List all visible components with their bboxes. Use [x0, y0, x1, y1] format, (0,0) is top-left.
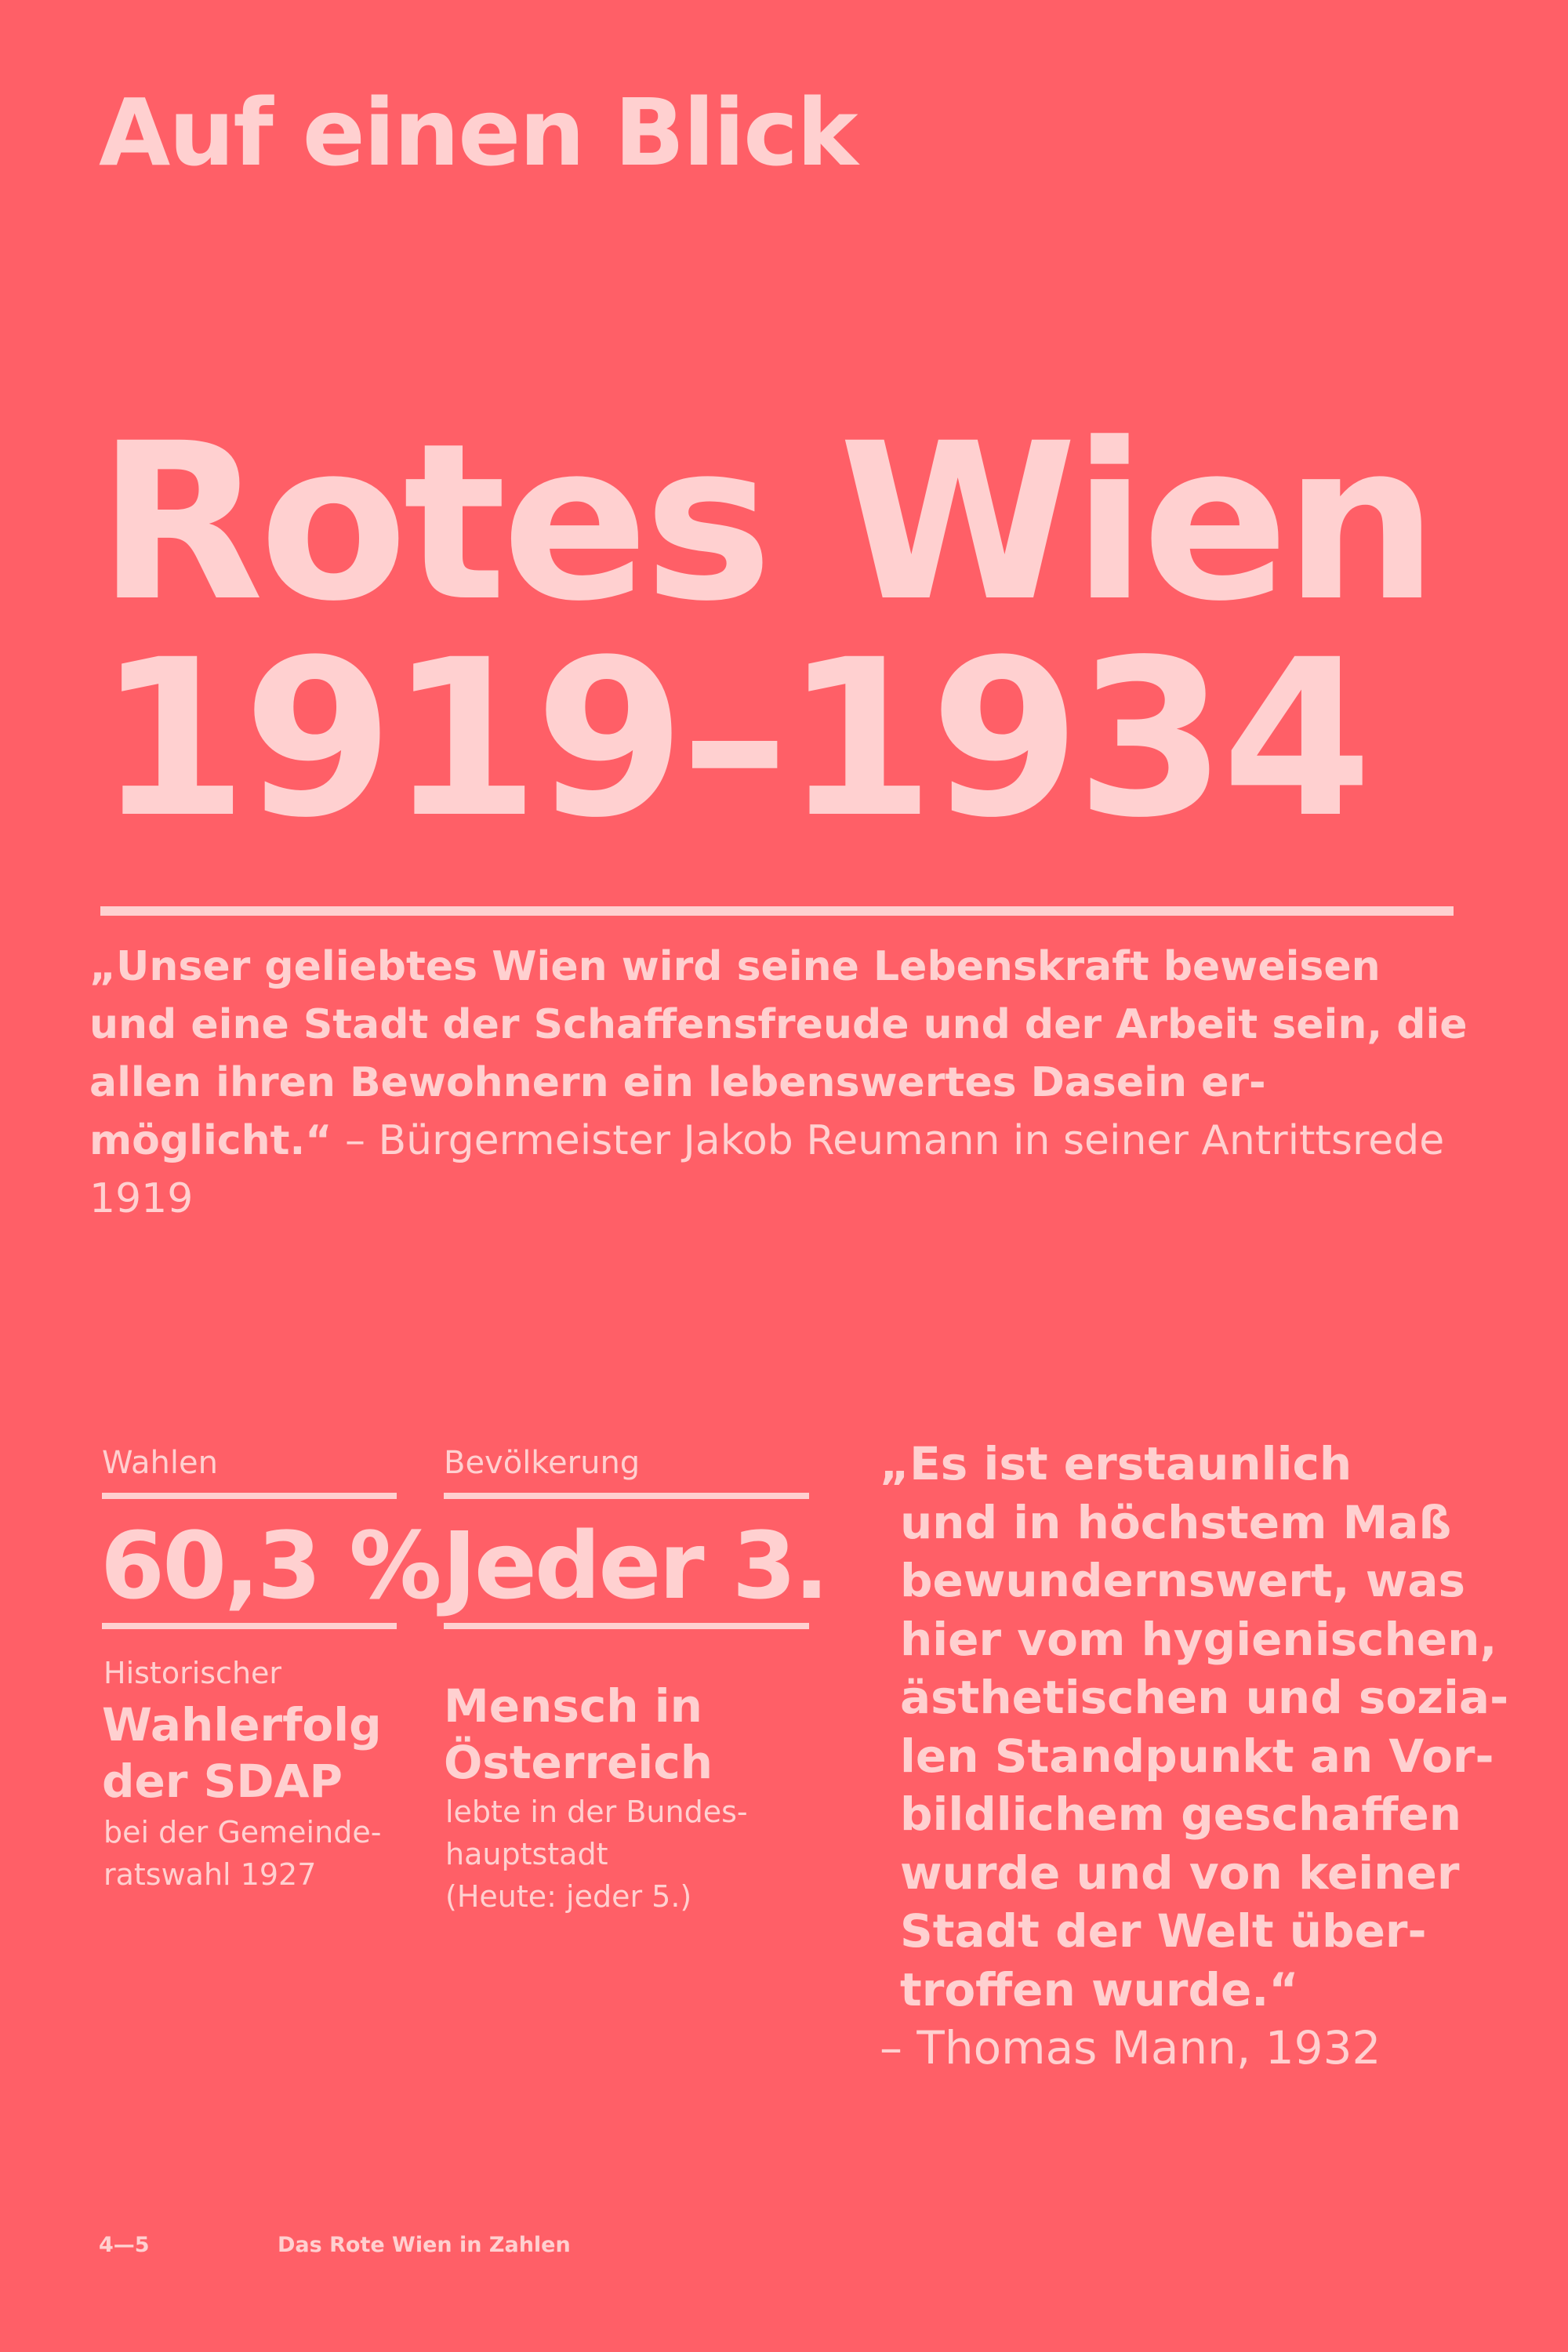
quote-attribution: – Thomas Mann, 1932 — [880, 2021, 1381, 2074]
stat-sub-line: (Heute: jeder 5.) — [445, 1879, 692, 1914]
quote-line: „Es ist erstaunlich — [880, 1437, 1352, 1490]
stat-sub-line: hauptstadt — [445, 1837, 608, 1871]
stat-divider — [102, 1623, 397, 1629]
stat-heading-line: der SDAP — [102, 1755, 343, 1808]
stat-sub-bevoelkerung — [445, 1791, 748, 1918]
quote-line: ästhetischen und sozia- — [900, 1671, 1509, 1724]
quote-line: bewundernswert, was — [900, 1554, 1466, 1607]
quote-line: und in höchstem Maß — [900, 1495, 1452, 1549]
stat-label-bevoelkerung: Bevölkerung — [444, 1445, 641, 1481]
stat-sub-line: bei der Gemeinde- — [103, 1815, 382, 1849]
page-number: 4—5 — [99, 2233, 150, 2257]
kicker-heading: Auf einen Blick — [99, 78, 857, 187]
stat-divider — [102, 1493, 397, 1499]
stat-label-wahlen: Wahlen — [102, 1445, 218, 1481]
quote-line: wurde und von keiner — [900, 1846, 1460, 1900]
stat-sub-line: ratswahl 1927 — [103, 1857, 317, 1892]
quote-line: troffen wurde.“ — [900, 1962, 1299, 2016]
quote-line: len Standpunkt an Vor- — [900, 1729, 1494, 1783]
stat-divider — [444, 1623, 809, 1629]
footer-section-title: Das Rote Wien in Zahlen — [278, 2233, 571, 2257]
stat-value-bevoelkerung: Jeder 3. — [442, 1512, 827, 1620]
quote-attribution: – Bürgermeister Jakob Reumann in seiner Antrittsrede 1919 — [89, 1117, 1445, 1222]
stat-heading-wahlen — [102, 1697, 382, 1809]
title-line-1: Rotes Wien — [97, 397, 1434, 649]
stat-value-wahlen: 60,3 % — [100, 1512, 440, 1620]
quote-line: bildlichem geschaffen — [900, 1788, 1461, 1841]
stat-heading-line: Mensch in — [444, 1679, 702, 1733]
stat-sub-wahlen — [103, 1811, 381, 1896]
stat-heading-line: Wahlerfolg — [102, 1698, 382, 1751]
stat-sub-line: lebte in der Bundes- — [445, 1795, 748, 1829]
quote-reumann — [89, 938, 1469, 1228]
page-title — [97, 397, 1434, 866]
divider — [100, 906, 1454, 916]
stat-pre-wahlen: Historischer — [103, 1656, 282, 1690]
quote-line: Stadt der Welt über- — [900, 1904, 1427, 1958]
quote-text: „Unser geliebtes Wien wird seine Lebenskraft beweisen und eine Stadt der Schaffensfreude und der Arbeit sein, die allen ihren Bewohnern ein lebenswertes Dasein ermöglicht.“ — [89, 943, 1468, 1164]
quote-mann — [880, 1435, 1507, 2078]
title-line-2: 1919–1934 — [97, 614, 1368, 866]
stat-heading-bevoelkerung — [444, 1678, 713, 1791]
stat-divider — [444, 1493, 809, 1499]
stat-heading-line: Österreich — [444, 1736, 713, 1789]
quote-line: hier vom hygienischen, — [900, 1612, 1497, 1666]
